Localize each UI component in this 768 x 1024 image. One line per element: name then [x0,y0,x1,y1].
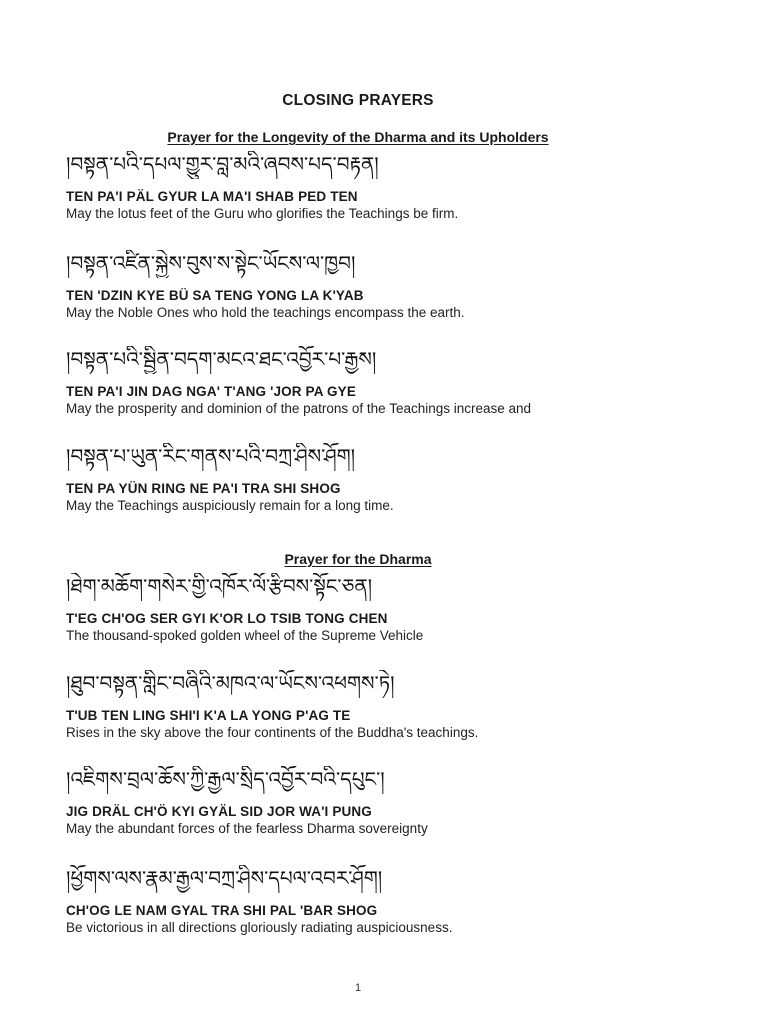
translation-line: The thousand-spoked golden wheel of the Supreme Vehicle [66,628,424,643]
section-heading-dharma: Prayer for the Dharma [284,551,432,567]
translation-line: May the abundant forces of the fearless Dharma sovereignty [66,821,428,836]
translation-line: May the prosperity and dominion of the patrons of the Teachings increase and [66,401,532,416]
tibetan-line: །འཇིགས་བྲལ་ཆོས་ཀྱི་རྒྱལ་སྲིད་འབྱོར་བའི་དཔུང་། [66,767,385,791]
tibetan-line: །བསྟན་པའི་སྦྱིན་བདག་མངའ་ཐང་འབྱོར་པ་རྒྱས། [66,347,377,371]
translation-line: May the Teachings auspiciously remain for a long time. [66,498,394,513]
tibetan-line: །བསྟན་པའི་དཔལ་གྱུར་བླ་མའི་ཞབས་པད་བརྟན། [66,152,379,176]
verse [66,766,726,838]
transliteration-line: CH'OG LE NAM GYAL TRA SHI PAL 'BAR SHOG [66,903,378,918]
transliteration-line: JIG DRÄL CH'Ö KYI GYÄL SID JOR WA'I PUNG [66,804,372,819]
translation-line: May the Noble Ones who hold the teachings encompass the earth. [66,305,465,320]
tibetan-line: །བསྟན་འཛིན་སྐྱེས་བུས་ས་སྟེང་ཡོངས་ལ་ཁྱབ། [66,251,356,275]
tibetan-line: །ཕྱོགས་ལས་རྣམ་རྒྱལ་བཀྲ་ཤིས་དཔལ་འབར་ཤོག། [66,866,383,890]
tibetan-line: །ཐུབ་བསྟན་གླིང་བཞིའི་མཁའ་ལ་ཡོངས་འཕགས་ཏེ། [66,671,395,695]
transliteration-line: TEN 'DZIN KYE BÜ SA TENG YONG LA K'YAB [66,288,364,303]
verse [66,151,726,223]
verse [66,670,726,742]
transliteration-line: TEN PA YÜN RING NE PA'I TRA SHI SHOG [66,481,341,496]
section-heading-longevity: Prayer for the Longevity of the Dharma and its Upholders [167,129,549,145]
tibetan-line: །ཐེག་མཆོག་གསེར་གྱི་འཁོར་ལོ་རྩིབས་སྟོང་ཅན། [66,574,373,598]
transliteration-line: TEN PA'I PÄL GYUR LA MA'I SHAB PED TEN [66,189,358,204]
translation-line: Rises in the sky above the four continents of the Buddha's teachings. [66,725,479,740]
tibetan-line: །བསྟན་པ་ཡུན་རིང་གནས་པའི་བཀྲ་ཤིས་ཤོག། [66,444,356,468]
verse [66,573,726,645]
page-number: 1 [354,982,362,994]
transliteration-line: T'UB TEN LING SHI'I K'A LA YONG P'AG TE [66,708,351,723]
verse [66,346,726,418]
translation-line: May the lotus feet of the Guru who glorifies the Teachings be firm. [66,206,459,221]
translation-line: Be victorious in all directions gloriously radiating auspiciousness. [66,920,453,935]
verse [66,865,726,937]
page-title: CLOSING PRAYERS [282,92,434,109]
verse [66,250,726,322]
transliteration-line: T'EG CH'OG SER GYI K'OR LO TSIB TONG CHEN [66,611,388,626]
verse [66,443,726,515]
transliteration-line: TEN PA'I JIN DAG NGA' T'ANG 'JOR PA GYE [66,384,356,399]
